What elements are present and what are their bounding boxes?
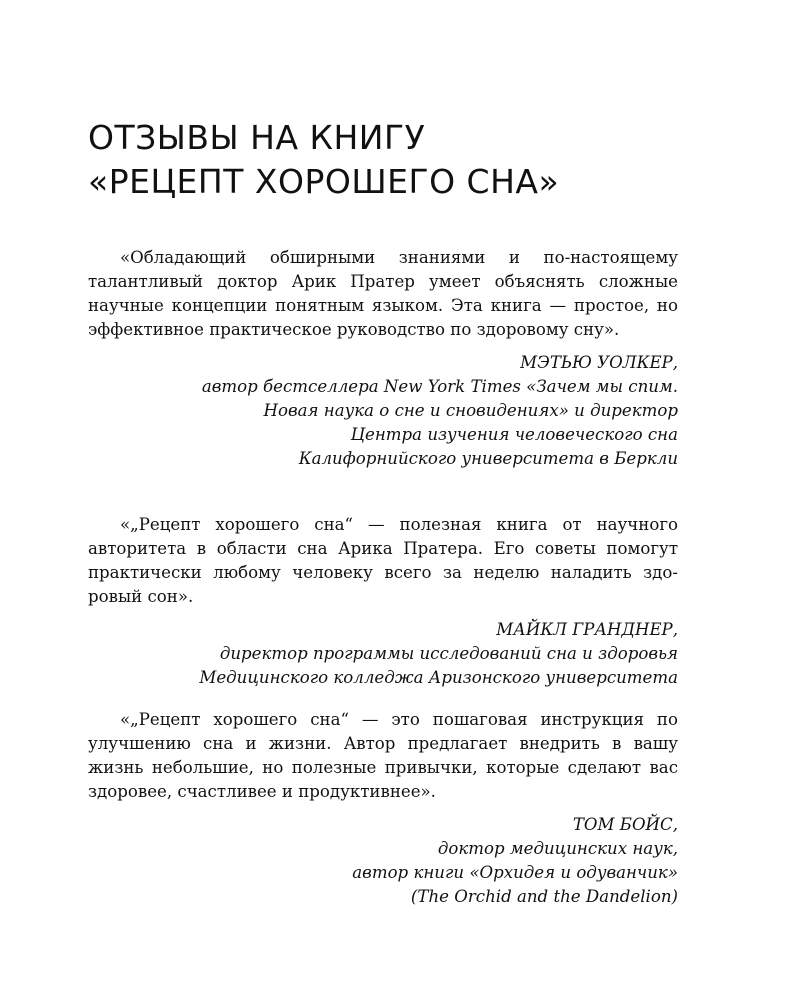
page-title xyxy=(88,116,708,204)
review-quote: «Обладающий обширными знаниями и по-настоящему талантливый доктор Арик Пратер умеет объяснять сложные научные концепции понятным языком. Эта книга — простое, но эффективное практическое руководство по здоровому сну». xyxy=(88,248,678,339)
author-title-line: автор книги «Орхидея и одуванчик» xyxy=(352,863,678,882)
author-title-line: доктор медицинских наук, xyxy=(437,839,678,858)
author-title-line: директор программы исследований сна и здоровья xyxy=(219,644,678,663)
review-quote: «„Рецепт хорошего сна“ — полезная книга от научного авторитета в области сна Арика Пратера. Его советы помогут практически любому человеку всего за неделю наладить здоровый сон». xyxy=(88,515,678,606)
page-title-line-2: «РЕЦЕПТ ХОРОШЕГО СНА» xyxy=(88,162,560,201)
author-title-line: автор бестселлера New York Times «Зачем мы спим. xyxy=(201,377,678,396)
review-attribution xyxy=(88,351,678,471)
review-attribution xyxy=(88,618,678,690)
review-quote: «„Рецепт хорошего сна“ — это пошаговая инструкция по улучшению сна и жизни. Автор предлагает внедрить в вашу жизнь небольшие, но полезные привычки, которые сделают вас здоровее, счастливее и продуктивнее». xyxy=(88,710,678,801)
author-title-line: (The Orchid and the Dandelion) xyxy=(410,887,678,906)
review-attribution xyxy=(88,813,678,909)
review-grandner xyxy=(88,513,678,690)
author-title-line: Калифорнийского университета в Беркли xyxy=(298,449,678,468)
review-boyce xyxy=(88,708,678,909)
review-walker xyxy=(88,246,678,471)
author-title-line: Медицинского колледжа Аризонского университета xyxy=(199,668,678,687)
author-name: ТОМ БОЙС, xyxy=(572,815,678,834)
author-name: МАЙКЛ ГРАНДНЕР, xyxy=(496,620,678,639)
page-title-line-1: ОТЗЫВЫ НА КНИГУ xyxy=(88,118,426,157)
author-name: МЭТЬЮ УОЛКЕР, xyxy=(520,353,678,372)
author-title-line: Центра изучения человеческого сна xyxy=(350,425,678,444)
author-title-line: Новая наука о сне и сновидениях» и директор xyxy=(263,401,678,420)
